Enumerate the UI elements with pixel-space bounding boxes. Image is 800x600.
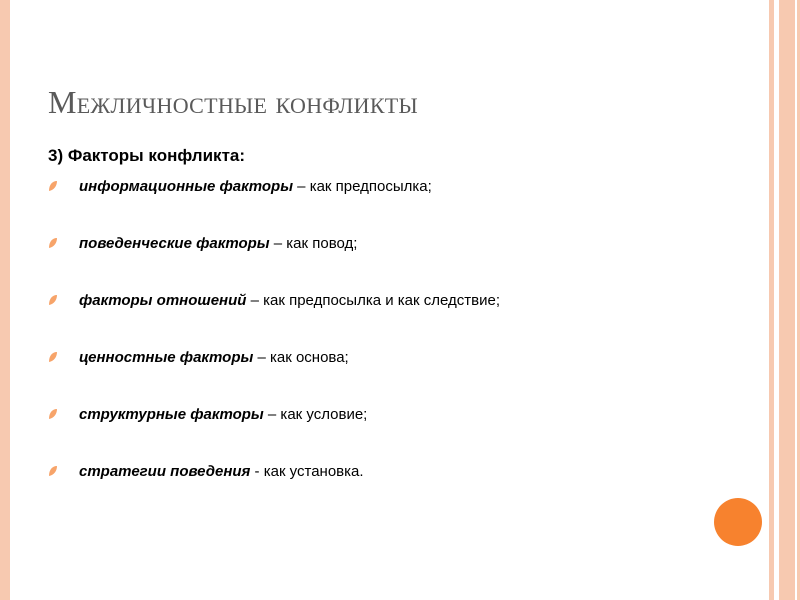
item-description: – как основа; <box>253 349 349 366</box>
item-term: поведенческие факторы <box>79 235 270 252</box>
list-item-text <box>79 463 364 480</box>
item-description: – как предпосылка и как следствие; <box>246 292 500 309</box>
left-border-stripe <box>0 0 10 600</box>
item-description: - как установка. <box>250 463 364 480</box>
item-description: – как предпосылка; <box>293 178 432 195</box>
list-item-text <box>79 235 357 252</box>
item-description: – как условие; <box>263 406 368 423</box>
item-term: структурные факторы <box>79 406 264 423</box>
item-term: стратегии поведения <box>79 463 251 480</box>
right-border-stripe <box>769 0 774 600</box>
leaf-bullet-icon <box>48 351 58 363</box>
leaf-bullet-icon <box>48 180 58 192</box>
list-item-text <box>79 292 500 309</box>
item-description: – как повод; <box>269 235 358 252</box>
orange-circle-icon <box>714 498 762 546</box>
item-term: факторы отношений <box>79 292 247 309</box>
item-term: ценностные факторы <box>79 349 254 366</box>
item-term: информационные факторы <box>79 178 294 195</box>
leaf-bullet-icon <box>48 408 58 420</box>
slide-subtitle: 3) Факторы конфликта: <box>48 146 246 165</box>
right-border-stripe <box>779 0 795 600</box>
leaf-bullet-icon <box>48 294 58 306</box>
slide-title: Межличностные конфликты <box>48 84 419 120</box>
list-item-text <box>79 349 349 366</box>
list-item-text <box>79 178 432 195</box>
leaf-bullet-icon <box>48 237 58 249</box>
list-item-text <box>79 406 367 423</box>
leaf-bullet-icon <box>48 465 58 477</box>
